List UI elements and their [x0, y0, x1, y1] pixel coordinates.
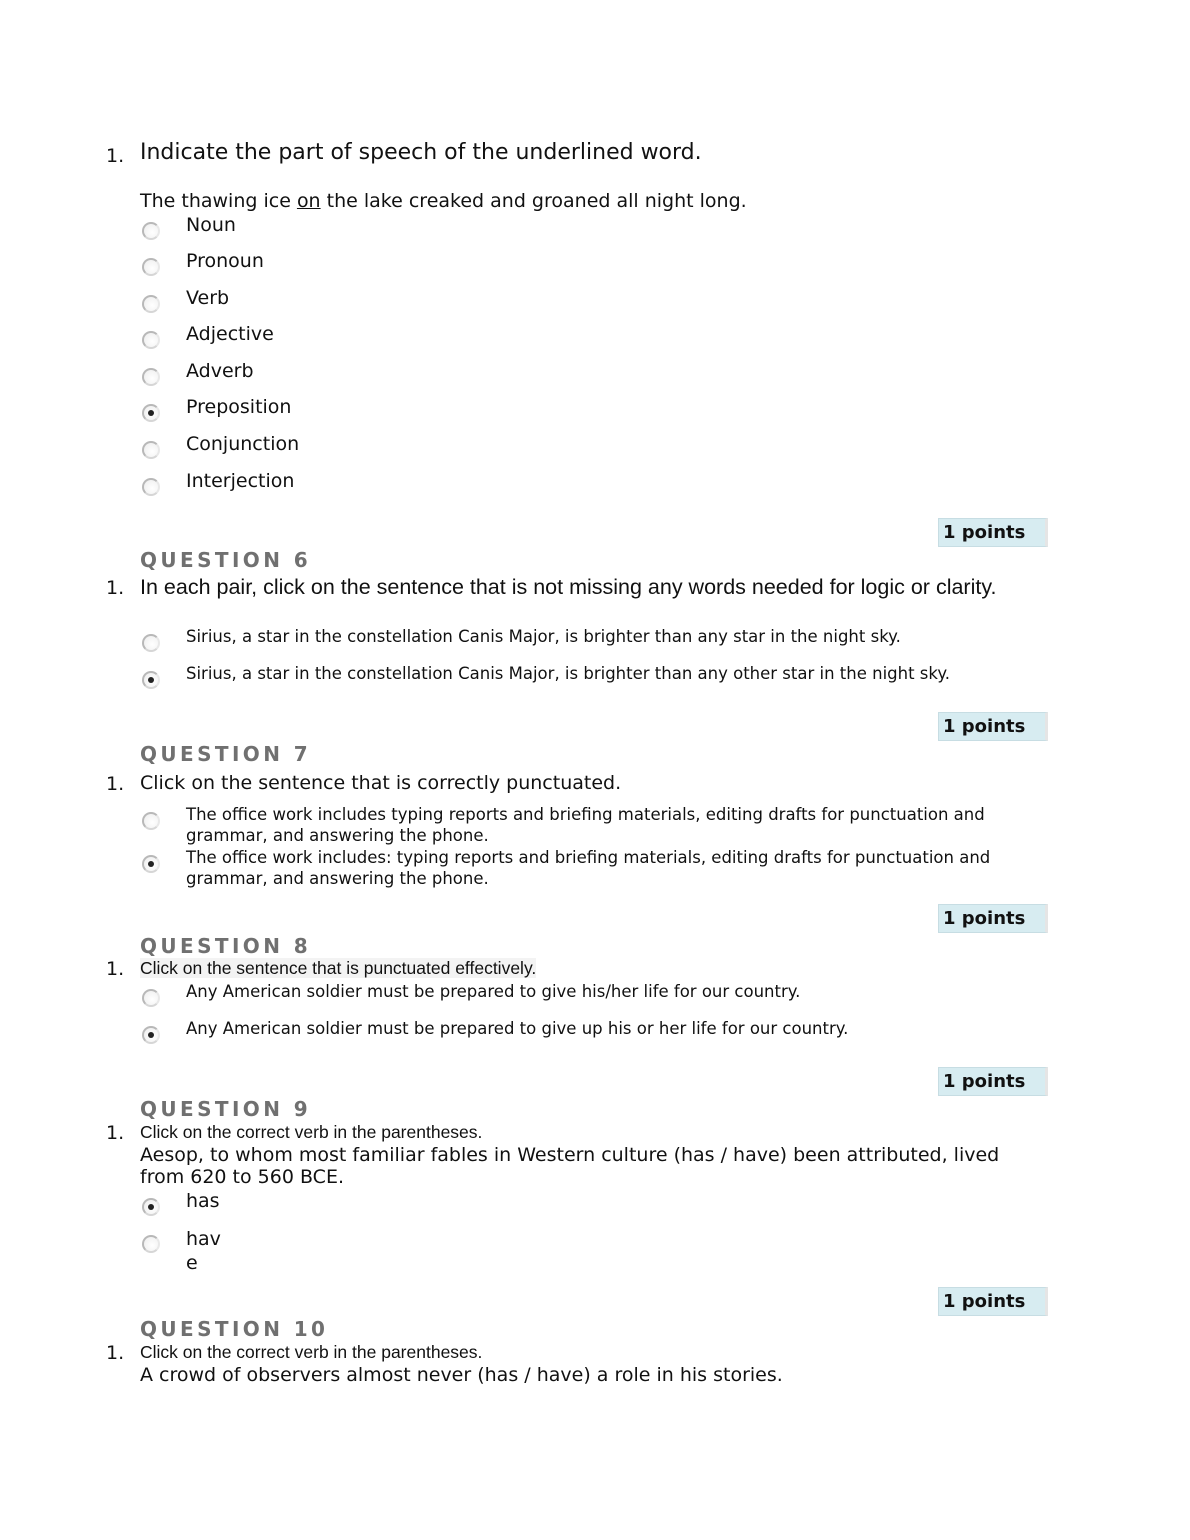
radio-option[interactable] [142, 634, 160, 652]
question-label: QUESTION 7 [140, 742, 312, 766]
sentence-part: The thawing ice [140, 190, 291, 212]
question-number: 1. [106, 145, 125, 167]
question-number: 1. [106, 773, 125, 795]
question-text: Click on the sentence that is correctly punctuated. [140, 772, 622, 794]
question-number: 1. [106, 1122, 125, 1144]
question-label: QUESTION 10 [140, 1317, 329, 1341]
option-conjunction[interactable]: Conjunction [186, 433, 300, 455]
radio-have[interactable] [142, 1235, 160, 1253]
question-label: QUESTION 9 [140, 1097, 312, 1121]
question-title: Indicate the part of speech of the underlined word. [140, 140, 702, 165]
underlined-word: on [296, 190, 321, 212]
question-instruction: Click on the correct verb in the parentheses. [140, 1122, 483, 1142]
radio-preposition[interactable] [142, 404, 160, 422]
option-have[interactable]: have [186, 1228, 221, 1274]
radio-conjunction[interactable] [142, 441, 160, 459]
radio-has[interactable] [142, 1198, 160, 1216]
points-badge: 1 points [938, 518, 1048, 547]
option-text[interactable]: Any American soldier must be prepared to give his/her life for our country. [186, 982, 801, 1001]
question-number: 1. [106, 958, 125, 980]
question-number: 1. [106, 577, 125, 599]
option-text[interactable]: The office work includes: typing reports and briefing materials, editing drafts for punctuation and grammar, and answering the phone. [186, 848, 991, 888]
question-label: QUESTION 6 [140, 548, 312, 572]
points-badge: 1 points [938, 712, 1048, 741]
sentence-part: the lake creaked and groaned all night long. [326, 190, 747, 212]
option-text[interactable]: Any American soldier must be prepared to give up his or her life for our country. [186, 1019, 849, 1038]
option-text[interactable]: Sirius, a star in the constellation Canis Major, is brighter than any star in the night sky. [186, 627, 901, 646]
question-instruction: Click on the correct verb in the parentheses. [140, 1342, 483, 1362]
option-verb[interactable]: Verb [186, 287, 230, 309]
radio-noun[interactable] [142, 222, 160, 240]
radio-option[interactable] [142, 671, 160, 689]
radio-option[interactable] [142, 812, 160, 830]
question-number: 1. [106, 1342, 125, 1364]
radio-verb[interactable] [142, 295, 160, 313]
question-sentence: A crowd of observers almost never (has / have) a role in his stories. [140, 1364, 783, 1386]
option-pronoun[interactable]: Pronoun [186, 250, 264, 272]
option-text[interactable]: Sirius, a star in the constellation Canis Major, is brighter than any other star in the night sky. [186, 664, 951, 683]
option-interjection[interactable]: Interjection [186, 470, 295, 492]
points-badge: 1 points [938, 1287, 1048, 1316]
radio-option[interactable] [142, 989, 160, 1007]
option-has[interactable]: has [186, 1190, 220, 1212]
option-noun[interactable]: Noun [186, 214, 236, 236]
question-sentence [140, 190, 747, 212]
question-text [140, 958, 536, 979]
points-badge: 1 points [938, 1067, 1048, 1096]
option-adjective[interactable]: Adjective [186, 323, 274, 345]
question-sentence: Aesop, to whom most familiar fables in Western culture (has / have) been attributed, lived from 620 to 560 BCE. [140, 1144, 1000, 1188]
radio-option[interactable] [142, 1026, 160, 1044]
radio-adverb[interactable] [142, 368, 160, 386]
highlighted-text: Click on the sentence that is punctuated effectively. [140, 958, 537, 978]
question-label: QUESTION 8 [140, 934, 312, 958]
option-adverb[interactable]: Adverb [186, 360, 254, 382]
option-preposition[interactable]: Preposition [186, 396, 292, 418]
radio-pronoun[interactable] [142, 258, 160, 276]
radio-option[interactable] [142, 855, 160, 873]
radio-interjection[interactable] [142, 478, 160, 496]
radio-adjective[interactable] [142, 331, 160, 349]
option-text[interactable]: The office work includes typing reports and briefing materials, editing drafts for punctuation and grammar, and answering the phone. [186, 805, 985, 845]
points-badge: 1 points [938, 904, 1048, 933]
question-text: In each pair, click on the sentence that is not missing any words needed for logic or clarity. [140, 575, 997, 599]
